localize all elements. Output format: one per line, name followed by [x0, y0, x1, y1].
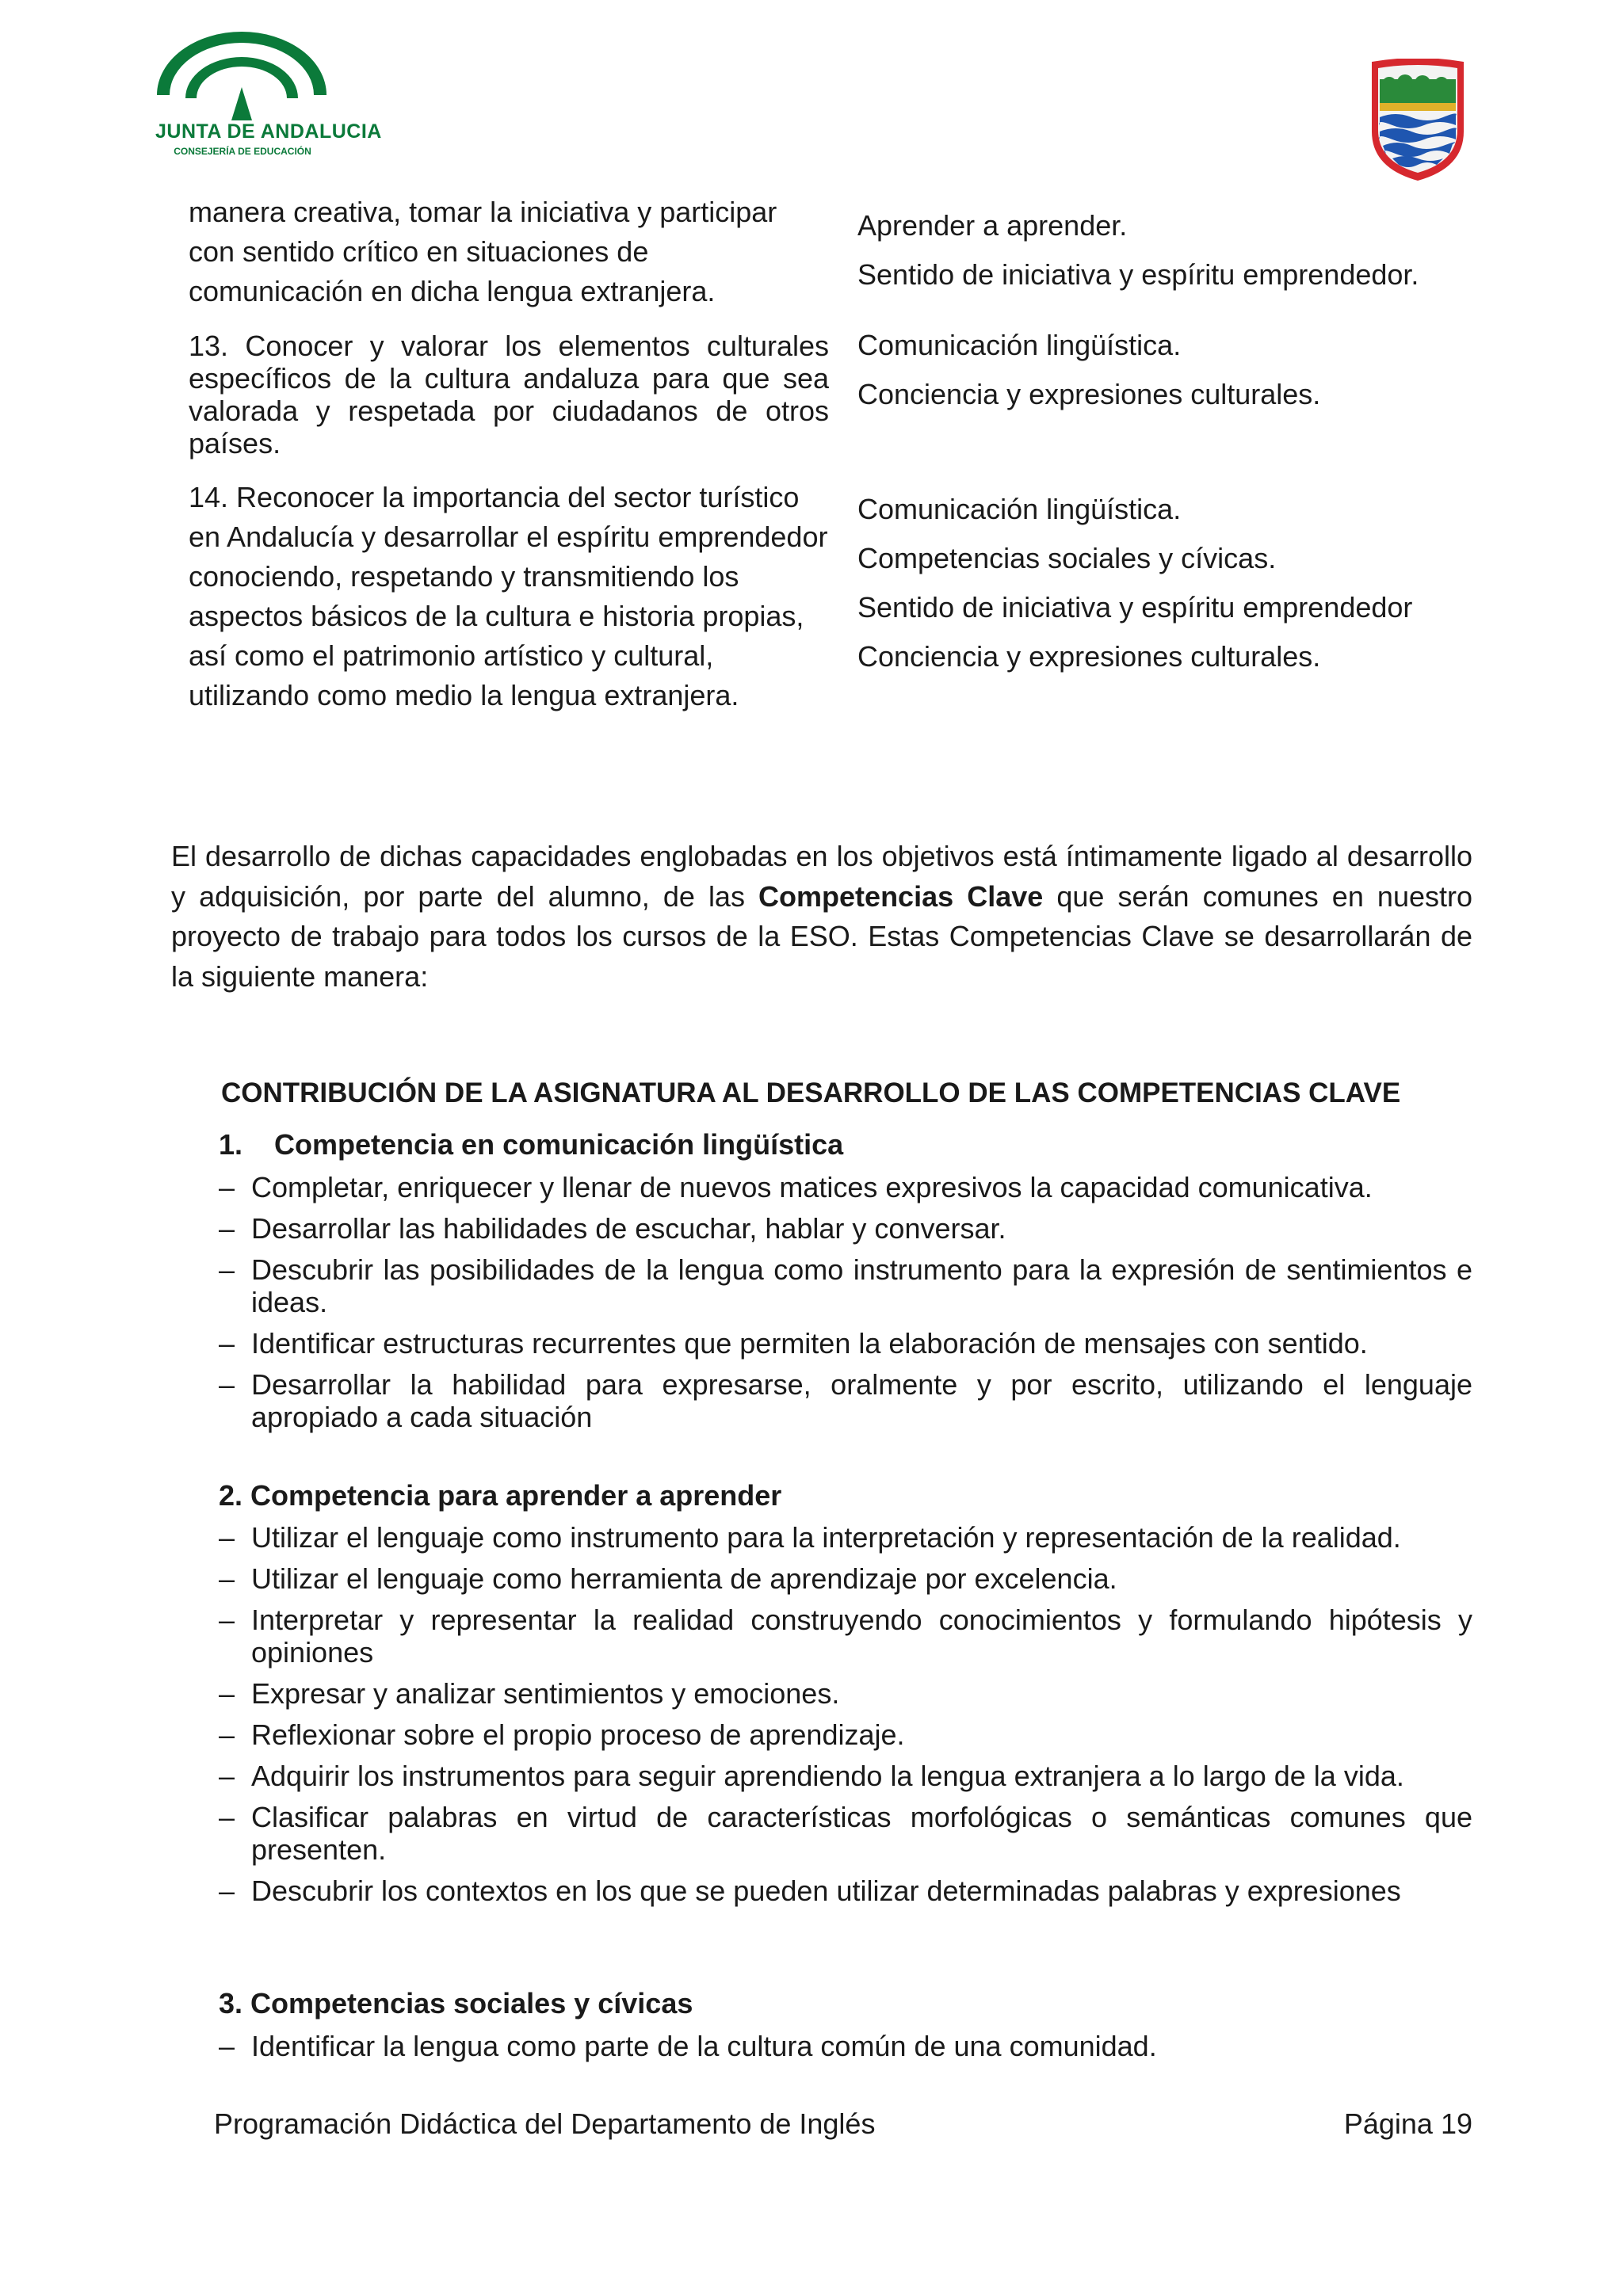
list-item: – Desarrollar la habilidad para expresarse, oralmente y por escrito, utilizando el lenguaje apropiado a cada situación	[219, 1368, 1472, 1433]
competencia-heading: 3. Competencias sociales y cívicas	[219, 1987, 693, 2019]
competencia-item: Conciencia y expresiones culturales.	[857, 378, 1321, 410]
logo-subtitle: CONSEJERÍA DE EDUCACIÓN	[174, 146, 311, 157]
list-item: – Descubrir las posibilidades de la lengua como instrumento para la expresión de sentimientos e ideas.	[219, 1253, 1472, 1318]
andalucia-arch-icon	[151, 22, 333, 120]
list-item: – Identificar estructuras recurrentes que permiten la elaboración de mensajes con sentido.	[219, 1327, 1368, 1360]
list-item: – Descubrir los contextos en los que se pueden utilizar determinadas palabras y expresiones	[219, 1875, 1401, 1907]
section-title: CONTRIBUCIÓN DE LA ASIGNATURA AL DESARROLLO DE LAS COMPETENCIAS CLAVE	[221, 1077, 1401, 1108]
list-item: – Expresar y analizar sentimientos y emociones.	[219, 1677, 840, 1710]
objective-cell: manera creativa, tomar la iniciativa y participar con sentido crítico en situaciones de comunicación en dicha lengua extranjera.	[189, 196, 777, 307]
list-item: – Adquirir los instrumentos para seguir aprendiendo la lengua extranjera a lo largo de la vida.	[219, 1760, 1404, 1792]
crest-icon	[1369, 59, 1467, 182]
list-item: – Identificar la lengua como parte de la cultura común de una comunidad.	[219, 2030, 1157, 2062]
competencia-1-list	[219, 1171, 1472, 1442]
intro-paragraph: El desarrollo de dichas capacidades englobadas en los objetivos está íntimamente ligado al desarrollo y adquisición, por parte del alumno, de las Competencias Clave que serán comunes en nuestro proyecto de trabajo para todos los cursos de la ESO. Estas Competencias Clave se desarrollarán de la siguiente manera:	[171, 840, 1472, 993]
objective-cell: 13. Conocer y valorar los elementos culturales específicos de la cultura andaluza para que sea valorada y respetada por ciudadanos de otros países.	[189, 330, 829, 460]
competencia-item: Aprender a aprender.	[857, 209, 1128, 242]
competencias-cell	[857, 201, 1491, 299]
logo-wordmark: JUNTA DE ANDALUCIA	[155, 120, 382, 143]
competencia-item: Comunicación lingüística.	[857, 493, 1182, 525]
competencias-clave-emphasis: Competencias Clave	[758, 879, 1044, 913]
objective-cell: 14. Reconocer la importancia del sector turístico en Andalucía y desarrollar el espíritu emprendedor conociendo, respetando y transmitiendo los aspectos básicos de la cultura e historia propias, así como el patrimonio artístico y cultural, utilizando como medio la lengua extranjera.	[189, 481, 828, 711]
competencia-item: Competencias sociales y cívicas.	[857, 542, 1277, 574]
list-item: – Utilizar el lenguaje como instrumento para la interpretación y representación de la realidad.	[219, 1521, 1401, 1554]
list-item: – Completar, enriquecer y llenar de nuevos matices expresivos la capacidad comunicativa.	[219, 1171, 1373, 1203]
competencia-item: Sentido de iniciativa y espíritu emprendedor.	[857, 258, 1419, 291]
competencia-heading: 2. Competencia para aprender a aprender	[219, 1479, 782, 1512]
footer-document-title: Programación Didáctica del Departamento de Inglés	[214, 2107, 876, 2140]
competencia-3-list	[219, 2030, 1472, 2071]
list-item: – Reflexionar sobre el propio proceso de aprendizaje.	[219, 1718, 905, 1751]
list-item: – Desarrollar las habilidades de escuchar, hablar y conversar.	[219, 1212, 1006, 1245]
competencia-2-list	[219, 1521, 1472, 1916]
footer-page-number: Página 19	[1343, 2107, 1472, 2140]
competencia-heading: 1. Competencia en comunicación lingüística	[219, 1128, 844, 1161]
competencia-item: Conciencia y expresiones culturales.	[857, 640, 1321, 673]
competencias-cell	[857, 321, 1491, 419]
list-item: – Clasificar palabras en virtud de características morfológicas o semánticas comunes que presenten.	[219, 1801, 1472, 1866]
competencia-item: Comunicación lingüística.	[857, 329, 1182, 361]
competencia-item: Sentido de iniciativa y espíritu emprendedor	[857, 591, 1413, 624]
school-crest-logo	[1369, 59, 1467, 182]
junta-de-andalucia-logo	[151, 22, 382, 165]
competencias-cell	[857, 485, 1491, 681]
list-item: – Utilizar el lenguaje como herramienta de aprendizaje por excelencia.	[219, 1562, 1117, 1595]
list-item: – Interpretar y representar la realidad construyendo conocimientos y formulando hipótesis y opiniones	[219, 1604, 1472, 1669]
